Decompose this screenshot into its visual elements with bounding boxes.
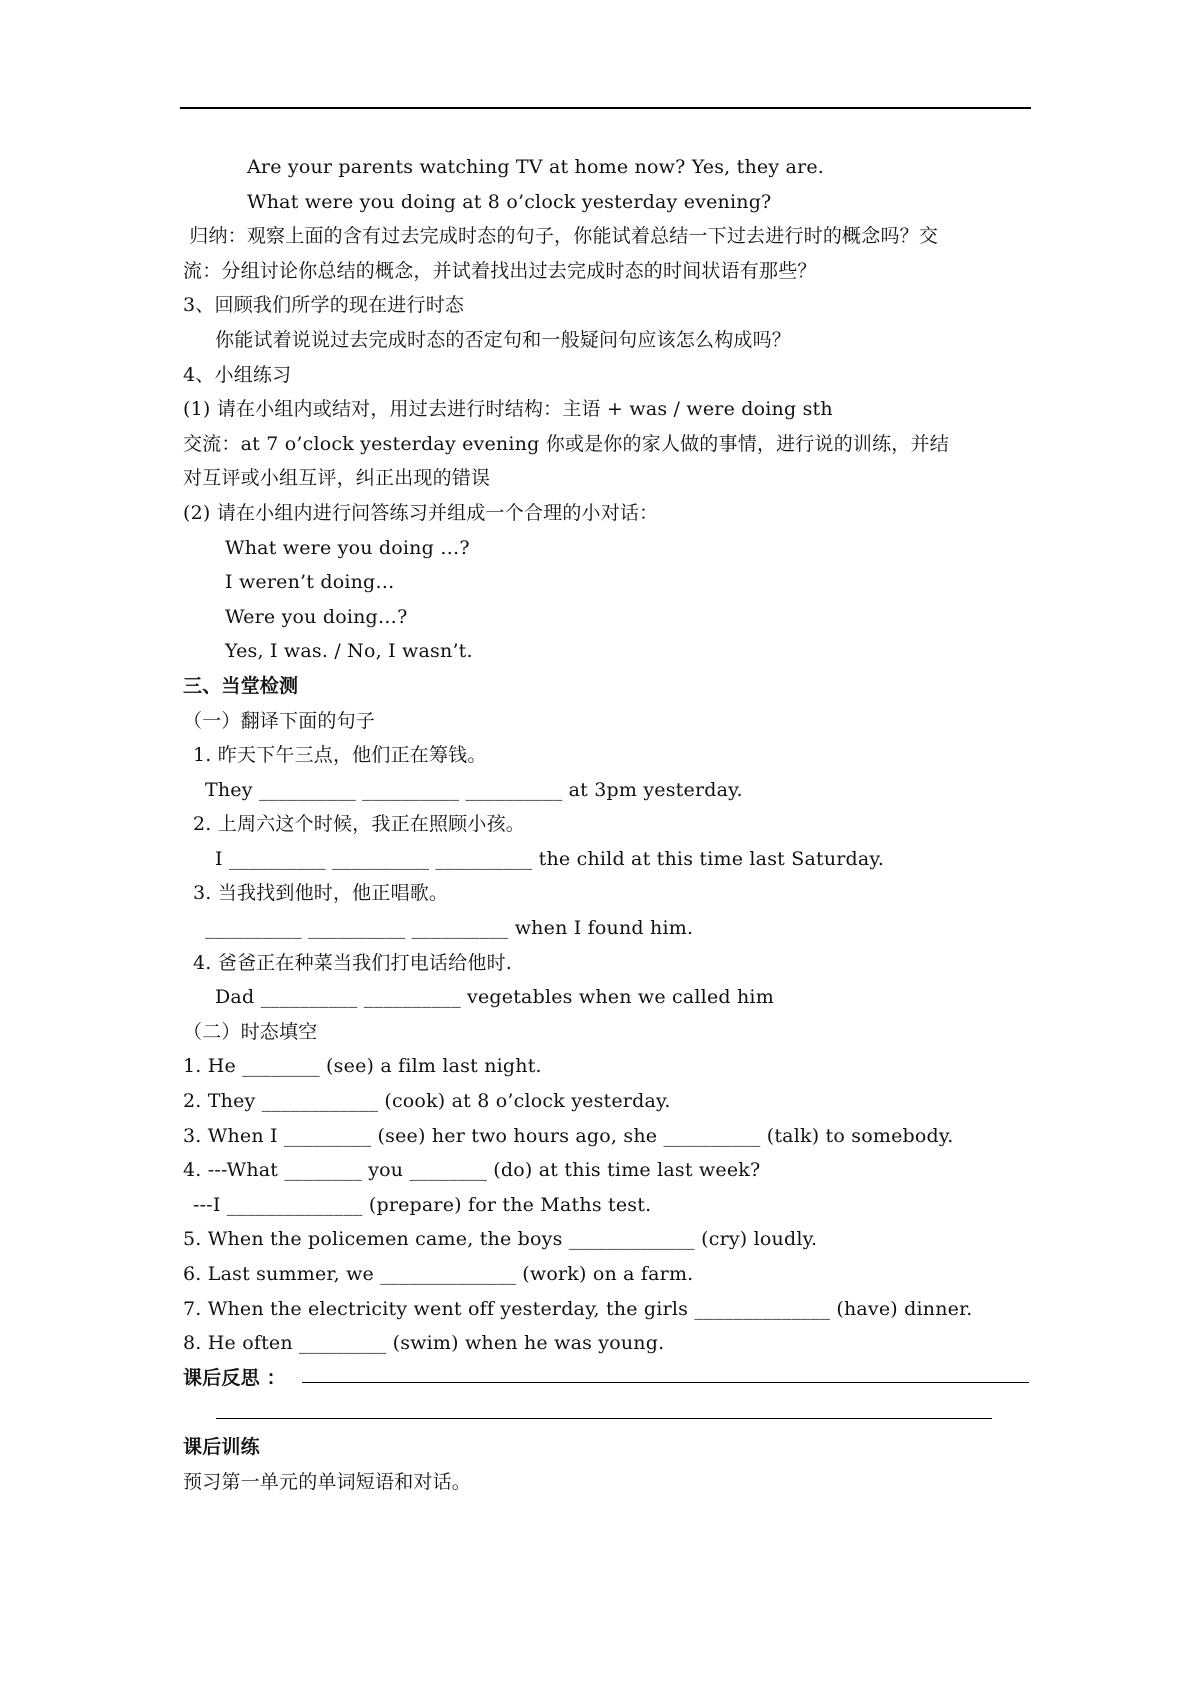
text-line: What were you doing …? <box>225 536 470 559</box>
text-line: Are your parents watching TV at home now? Yes, they are. <box>247 156 825 178</box>
text-line: 预习第一单元的单词短语和对话。 <box>183 1470 472 1493</box>
text-line: Were you doing…? <box>225 605 408 628</box>
section-heading: 课后反思 ： <box>183 1366 286 1389</box>
text-line: 流：分组讨论你总结的概念，并试着找出过去完成时态的时间状语有那些？ <box>183 259 817 282</box>
text-line: 2. They ____________ (cook) at 8 o’clock yesterday. <box>183 1090 671 1113</box>
document-body <box>183 150 1033 1499</box>
text-line: 4. ---What ________ you ________ (do) at this time last week? <box>183 1159 761 1182</box>
text-line: I __________ __________ __________ the child at this time last Saturday. <box>215 847 885 870</box>
text-line: （一）翻译下面的句子 <box>183 709 376 732</box>
text-line: （二）时态填空 <box>183 1020 318 1043</box>
text-line: 5. When the policemen came, the boys _____________ (cry) loudly. <box>183 1228 818 1251</box>
text-line: What were you doing at 8 o’clock yesterday evening? <box>247 190 772 213</box>
text-line <box>183 1395 1033 1430</box>
text-line: (2) 请在小组内进行问答练习并组成一个合理的小对话： <box>183 501 659 524</box>
text-line: 3. When I _________ (see) her two hours ago, she __________ (talk) to somebody. <box>183 1124 954 1147</box>
text-line: 8. He often _________ (swim) when he was young. <box>183 1332 665 1355</box>
text-line: 归纳：观察上面的含有过去完成时态的句子，你能试着总结一下过去进行时的概念吗？交 <box>183 225 939 248</box>
section-heading: 三、当堂检测 <box>183 674 299 697</box>
text-line: Yes, I was. / No, I wasn’t. <box>225 640 473 663</box>
text-line: 6. Last summer, we ______________ (work) on a farm. <box>183 1263 694 1285</box>
section-heading: 课后训练 <box>183 1435 260 1458</box>
text-line: They __________ __________ __________ at 3pm yesterday. <box>205 778 743 801</box>
text-line: 7. When the electricity went off yesterday, the girls ______________ (have) dinner. <box>183 1297 973 1320</box>
text-line: 4、小组练习 <box>183 363 292 386</box>
text-line: __________ __________ __________ when I found him. <box>205 917 694 940</box>
reflection-answer-line <box>302 1382 1029 1383</box>
reflection-answer-line-2 <box>216 1418 992 1419</box>
text-line: I weren’t doing… <box>225 571 395 594</box>
text-line: (1) 请在小组内或结对，用过去进行时结构：主语 + was / were doing sth <box>183 398 833 421</box>
text-line: 4. 爸爸正在种菜当我们打电话给他时. <box>193 951 513 974</box>
text-line: 交流：at 7 o’clock yesterday evening 你或是你的家人做的事情，进行说的训练，并结 <box>183 432 949 455</box>
text-line: 对互评或小组互评，纠正出现的错误 <box>183 467 491 490</box>
text-line: ---I ______________ (prepare) for the Maths test. <box>193 1193 652 1216</box>
text-line: 3、回顾我们所学的现在进行时态 <box>183 294 465 317</box>
text-line: 2. 上周六这个时候，我正在照顾小孩。 <box>193 813 525 836</box>
text-line: 1. 昨天下午三点，他们正在筹钱。 <box>193 744 487 767</box>
text-line: 你能试着说说过去完成时态的否定句和一般疑问句应该怎么构成吗？ <box>215 328 792 351</box>
text-line: Dad __________ __________ vegetables when we called him <box>215 986 774 1009</box>
text-line: 3. 当我找到他时，他正唱歌。 <box>193 882 449 905</box>
header-rule <box>180 107 1031 109</box>
text-line: 1. He ________ (see) a film last night. <box>183 1055 542 1078</box>
